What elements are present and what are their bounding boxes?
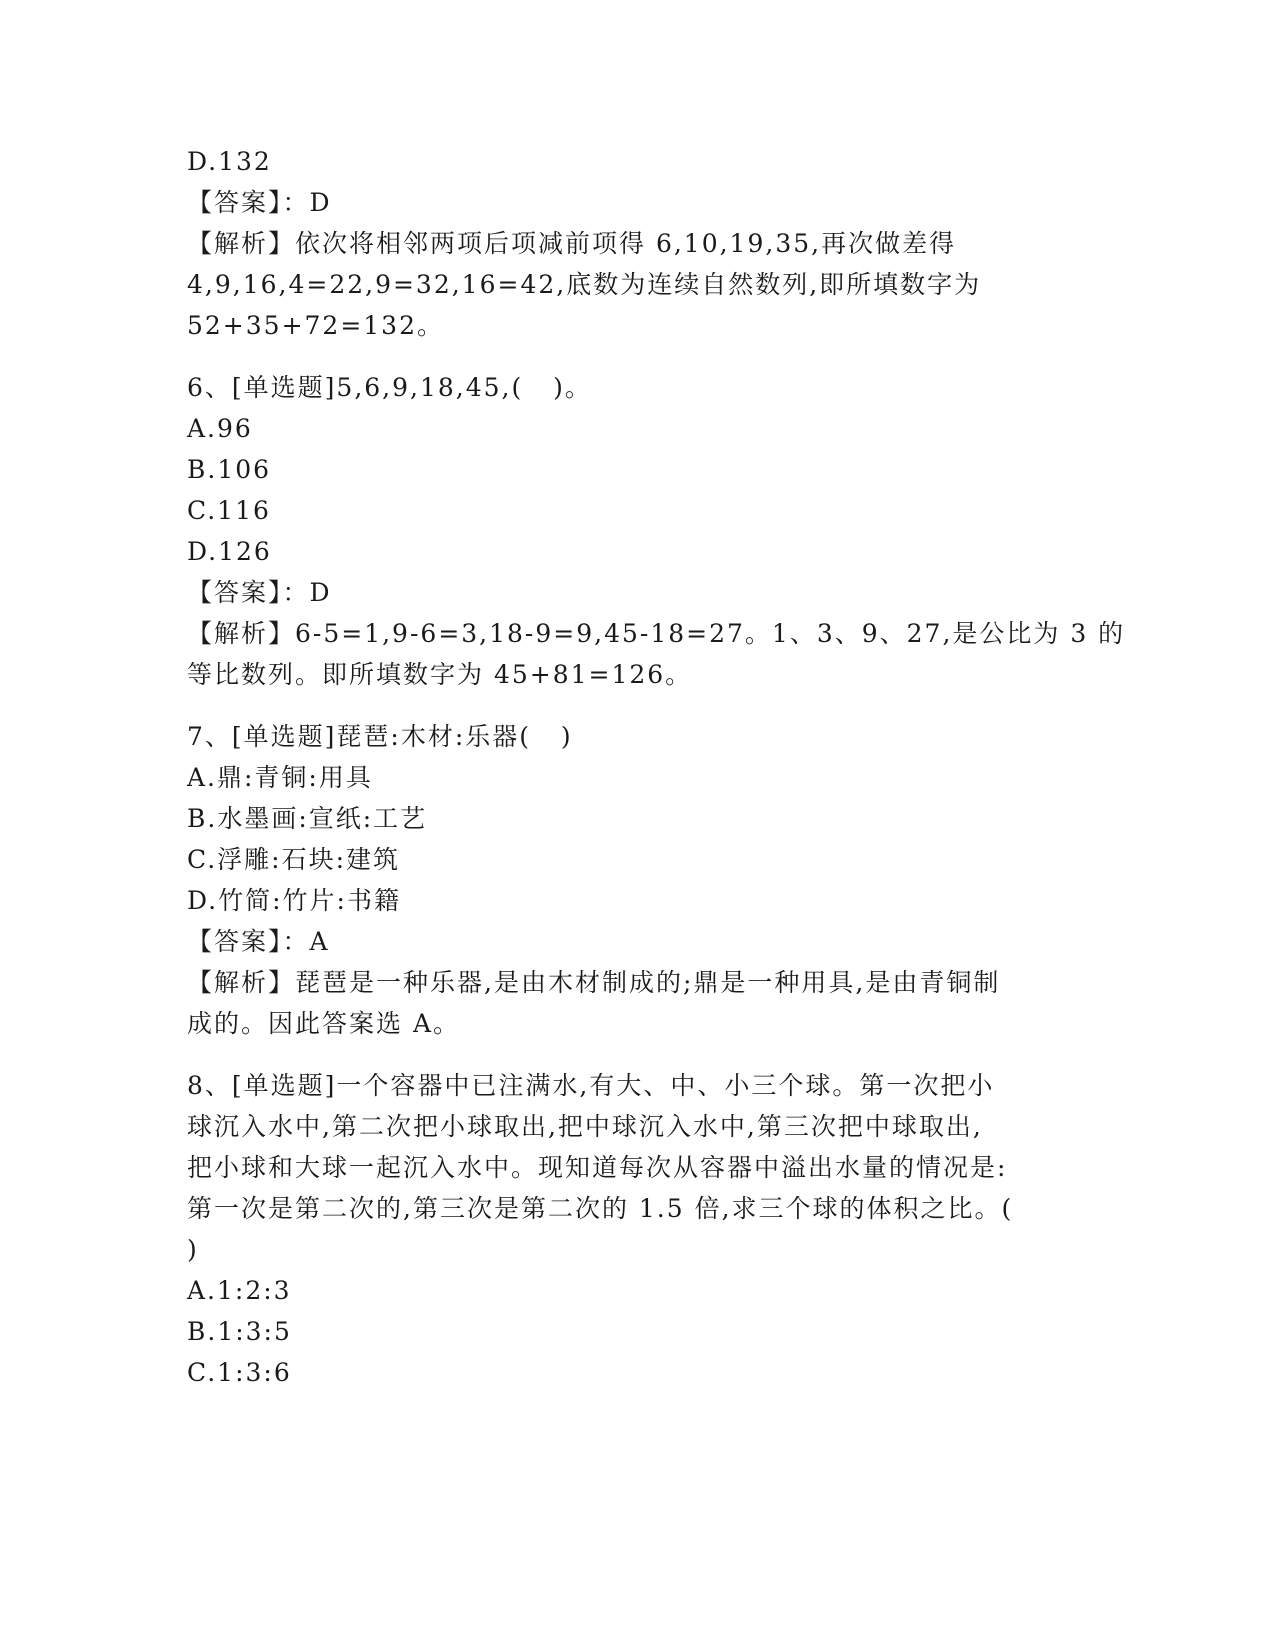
q7-stem: 7、[单选题]琵琶:木材:乐器( ) xyxy=(187,722,573,751)
q6-option-a: A.96 xyxy=(187,414,253,443)
q8-stem-line-4: 第一次是第二次的,第三次是第二次的 1.5 倍,求三个球的体积之比。( xyxy=(187,1194,1014,1223)
q6-explanation-line-1: 【解析】6-5=1,9-6=3,18-9=9,45-18=27。1、3、9、27,是公比为 3 的 xyxy=(187,619,1126,648)
prev-explanation-line-2: 4,9,16,4=22,9=32,16=42,底数为连续自然数列,即所填数字为 xyxy=(187,270,982,299)
prev-option-d: D.132 xyxy=(187,147,272,176)
q7-option-c: C.浮雕:石块:建筑 xyxy=(187,845,401,874)
q8-option-a: A.1:2:3 xyxy=(187,1276,292,1305)
q8-stem-line-2: 球沉入水中,第二次把小球取出,把中球沉入水中,第三次把中球取出, xyxy=(187,1112,983,1141)
q8-option-c: C.1:3:6 xyxy=(187,1358,292,1387)
q6-option-c: C.116 xyxy=(187,496,271,525)
q6-option-b: B.106 xyxy=(187,455,272,484)
q7-option-b: B.水墨画:宣纸:工艺 xyxy=(187,804,428,833)
q6-answer: 【答案】：D xyxy=(187,578,332,607)
prev-explanation-line-3: 52+35+72=132。 xyxy=(187,311,444,340)
q8-option-b: B.1:3:5 xyxy=(187,1317,292,1346)
prev-answer: 【答案】：D xyxy=(187,188,332,217)
q8-stem-line-5: ) xyxy=(187,1235,199,1264)
q7-answer: 【答案】：A xyxy=(187,927,330,956)
q8-stem-line-1: 8、[单选题]一个容器中已注满水,有大、中、小三个球。第一次把小 xyxy=(187,1071,995,1100)
q6-explanation-line-2: 等比数列。即所填数字为 45+81=126。 xyxy=(187,660,693,689)
q7-explanation-line-1: 【解析】琵琶是一种乐器,是由木材制成的;鼎是一种用具,是由青铜制 xyxy=(187,968,1001,997)
prev-explanation-line-1: 【解析】依次将相邻两项后项减前项得 6,10,19,35,再次做差得 xyxy=(187,229,957,258)
q7-explanation-line-2: 成的。因此答案选 A。 xyxy=(187,1009,461,1038)
q6-option-d: D.126 xyxy=(187,537,272,566)
q6-stem: 6、[单选题]5,6,9,18,45,( )。 xyxy=(187,373,592,402)
q7-option-a: A.鼎:青铜:用具 xyxy=(187,763,373,792)
q7-option-d: D.竹简:竹片:书籍 xyxy=(187,886,401,915)
q8-stem-line-3: 把小球和大球一起沉入水中。现知道每次从容器中溢出水量的情况是: xyxy=(187,1153,1008,1182)
